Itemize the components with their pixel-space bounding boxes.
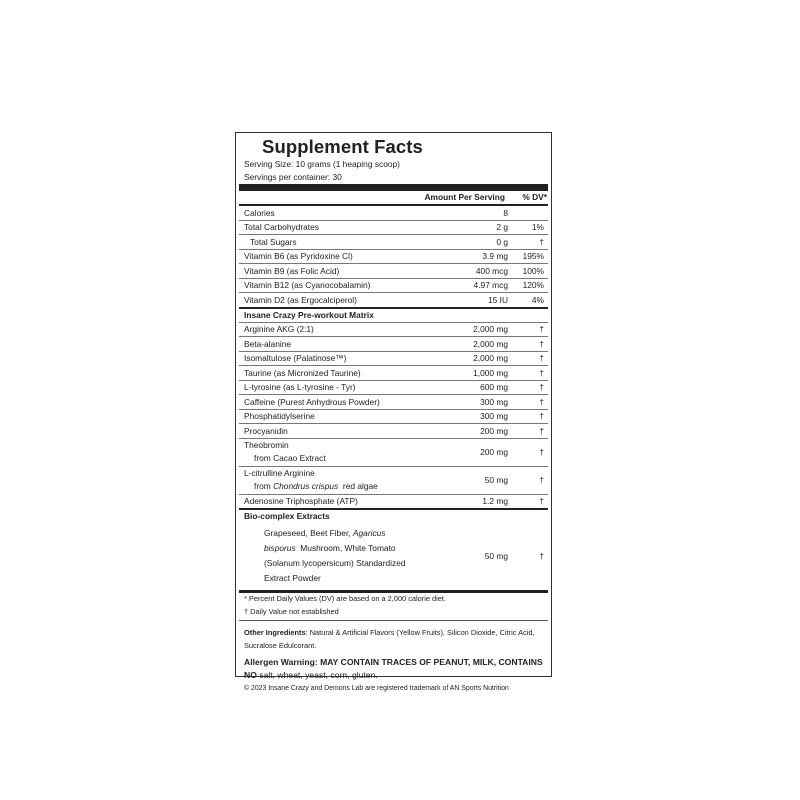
ingredient-row: Arginine AKG (2:1) 2,000 mg † bbox=[239, 323, 548, 338]
nutrients-list bbox=[244, 206, 548, 307]
ingredient-row: Phosphatidylserine 300 mg † bbox=[239, 410, 548, 425]
ingredient-row: Taurine (as Micronized Taurine) 1,000 mg † bbox=[239, 366, 548, 381]
supplement-facts-label bbox=[235, 132, 552, 692]
ingredient-row: Caffeine (Purest Anhydrous Powder) 300 mg † bbox=[239, 395, 548, 410]
bio-complex-amount: 50 mg bbox=[484, 551, 508, 562]
serving-size: Serving Size: 10 grams (1 heaping scoop) bbox=[244, 159, 400, 169]
nutrient-row: Calories 8 bbox=[239, 206, 548, 221]
ingredient-row: Beta-alanine 2,000 mg † bbox=[239, 337, 548, 352]
nutrient-row: Vitamin B6 (as Pyridoxine Cl) 3.9 mg 195% bbox=[239, 250, 548, 265]
bio-complex-description: Grapeseed, Beet Fiber, Agaricus bisporus Mushroom, White Tomato (Solanum lycopersicum) Standardized Extract Powder bbox=[264, 528, 406, 583]
divider bbox=[239, 184, 548, 191]
ingredient-row: Procyanidin 200 mg † bbox=[239, 424, 548, 439]
nutrient-row: Total Carbohydrates 2 g 1% bbox=[239, 221, 548, 236]
divider bbox=[239, 620, 548, 621]
column-header bbox=[239, 191, 548, 204]
servings-per-container: Servings per container: 30 bbox=[244, 172, 342, 182]
bio-complex-dv: † bbox=[539, 551, 544, 562]
other-ingredients: Other Ingredients: Natural & Artificial Flavors (Yellow Fruits), Silicon Dioxide, Citric Acid, Sucralose Edulcorant. bbox=[244, 628, 535, 650]
allergen-warning: Allergen Warning: MAY CONTAIN TRACES OF PEANUT, MILK, CONTAINS NO salt, wheat, yeast, corn, gluten. bbox=[244, 657, 543, 680]
nutrient-row: Vitamin D2 (as Ergocalciperol) 15 IU 4% bbox=[244, 294, 544, 305]
matrix-title: Insane Crazy Pre-workout Matrix bbox=[239, 309, 548, 323]
copyright: © 2023 Insane Crazy and Demons Lab are registered trademark of AN Sports Nutrition bbox=[244, 685, 509, 692]
header-dv: % DV* bbox=[522, 192, 547, 203]
footnote-dagger: † Daily Value not established bbox=[244, 606, 339, 616]
footnote-dv: * Percent Daily Values (DV) are based on a 2,000 calorie diet. bbox=[244, 594, 446, 603]
ingredient-row: L-tyrosine (as L-tyrosine - Tyr) 600 mg † bbox=[239, 381, 548, 396]
ingredient-row: Isomaltulose (Palatinose™) 2,000 mg † bbox=[239, 352, 548, 367]
bio-title: Bio-complex Extracts bbox=[244, 511, 330, 521]
label-title: Supplement Facts bbox=[262, 136, 423, 157]
ingredient-row-atp: Adenosine Triphosphate (ATP) 1.2 mg † bbox=[244, 496, 544, 506]
nutrient-row: Total Sugars 0 g † bbox=[239, 235, 548, 250]
header-amount: Amount Per Serving bbox=[424, 192, 505, 203]
ingredient-row-theobromin: Theobromin from Cacao Extract 200 mg † bbox=[239, 439, 548, 467]
nutrient-row: Vitamin B12 (as Cyanocobalamin) 4.97 mcg 120% bbox=[239, 279, 548, 294]
ingredient-row-citrulline: L-citrulline Arginine from Chondrus crispus red algae 50 mg † bbox=[239, 467, 548, 495]
matrix-list bbox=[244, 323, 548, 509]
nutrient-row: Vitamin B9 (as Folic Acid) 400 mcg 100% bbox=[239, 264, 548, 279]
bio-complex-row bbox=[239, 523, 548, 590]
